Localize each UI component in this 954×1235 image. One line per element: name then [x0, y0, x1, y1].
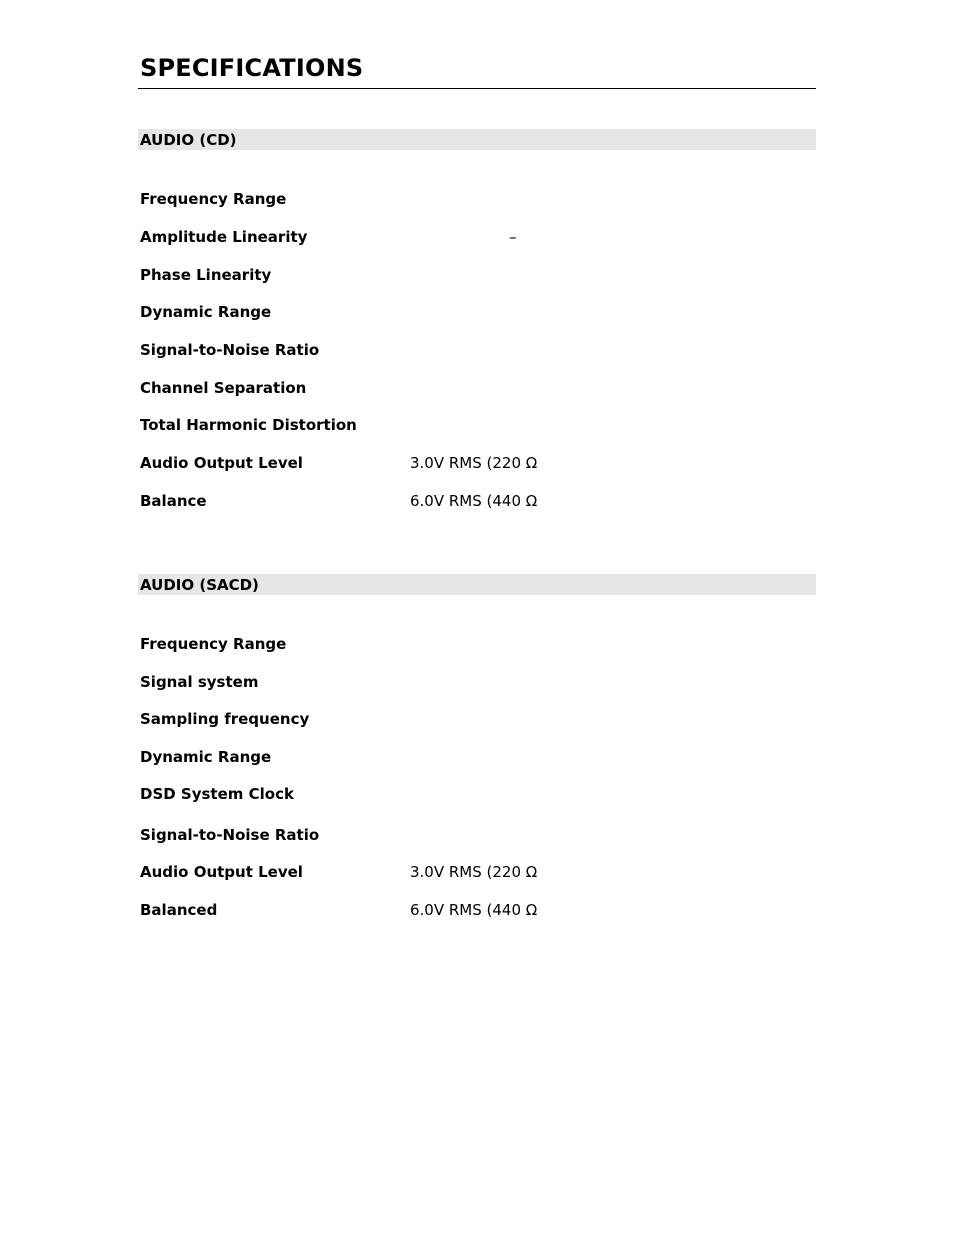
spec-row-sacd-balanced [140, 901, 816, 921]
section-header-audio-sacd [138, 574, 816, 595]
spec-value: 3.0V RMS (220 Ω [410, 863, 538, 881]
spec-row-sacd-dynamic-range [140, 748, 816, 768]
spec-label: Frequency Range [140, 635, 287, 653]
spec-label: Total Harmonic Distortion [140, 416, 357, 434]
spec-value: 6.0V RMS (440 Ω [410, 492, 538, 510]
section-title-audio-cd: AUDIO (CD) [140, 131, 237, 149]
spec-label: Balanced [140, 901, 218, 919]
spec-row-sacd-dsd-system-clock [140, 785, 816, 805]
spec-value: 6.0V RMS (440 Ω [410, 901, 538, 919]
spec-label: Phase Linearity [140, 266, 272, 284]
spec-label: DSD System Clock [140, 785, 294, 803]
spec-row-cd-channel-separation [140, 379, 816, 399]
spec-row-sacd-audio-output-level [140, 863, 816, 883]
spec-label: Channel Separation [140, 379, 307, 397]
spec-row-cd-thd [140, 416, 816, 436]
section-title-audio-sacd: AUDIO (SACD) [140, 576, 259, 594]
page-title: SPECIFICATIONS [140, 54, 364, 82]
spec-row-cd-dynamic-range [140, 303, 816, 323]
spec-label: Frequency Range [140, 190, 287, 208]
spec-label: Balance [140, 492, 207, 510]
spec-row-cd-signal-to-noise [140, 341, 816, 361]
spec-label: Amplitude Linearity [140, 228, 308, 246]
spec-row-cd-balance [140, 492, 816, 512]
spec-row-sacd-signal-system [140, 673, 816, 693]
spec-row-cd-amplitude-linearity [140, 228, 816, 248]
spec-row-sacd-sampling-frequency [140, 710, 816, 730]
spec-label: Audio Output Level [140, 454, 303, 472]
spec-row-cd-audio-output-level [140, 454, 816, 474]
spec-value: 3.0V RMS (220 Ω [410, 454, 538, 472]
spec-row-sacd-signal-to-noise [140, 826, 816, 846]
spec-label: Sampling frequency [140, 710, 310, 728]
title-divider [138, 88, 816, 89]
spec-value: – [509, 228, 517, 246]
spec-label: Dynamic Range [140, 748, 272, 766]
spec-label: Signal system [140, 673, 259, 691]
section-header-audio-cd [138, 129, 816, 150]
spec-row-sacd-frequency-range [140, 635, 816, 655]
spec-row-cd-phase-linearity [140, 266, 816, 286]
spec-label: Audio Output Level [140, 863, 303, 881]
spec-label: Signal-to-Noise Ratio [140, 826, 320, 844]
spec-label: Dynamic Range [140, 303, 272, 321]
spec-row-cd-frequency-range [140, 190, 816, 210]
spec-label: Signal-to-Noise Ratio [140, 341, 320, 359]
